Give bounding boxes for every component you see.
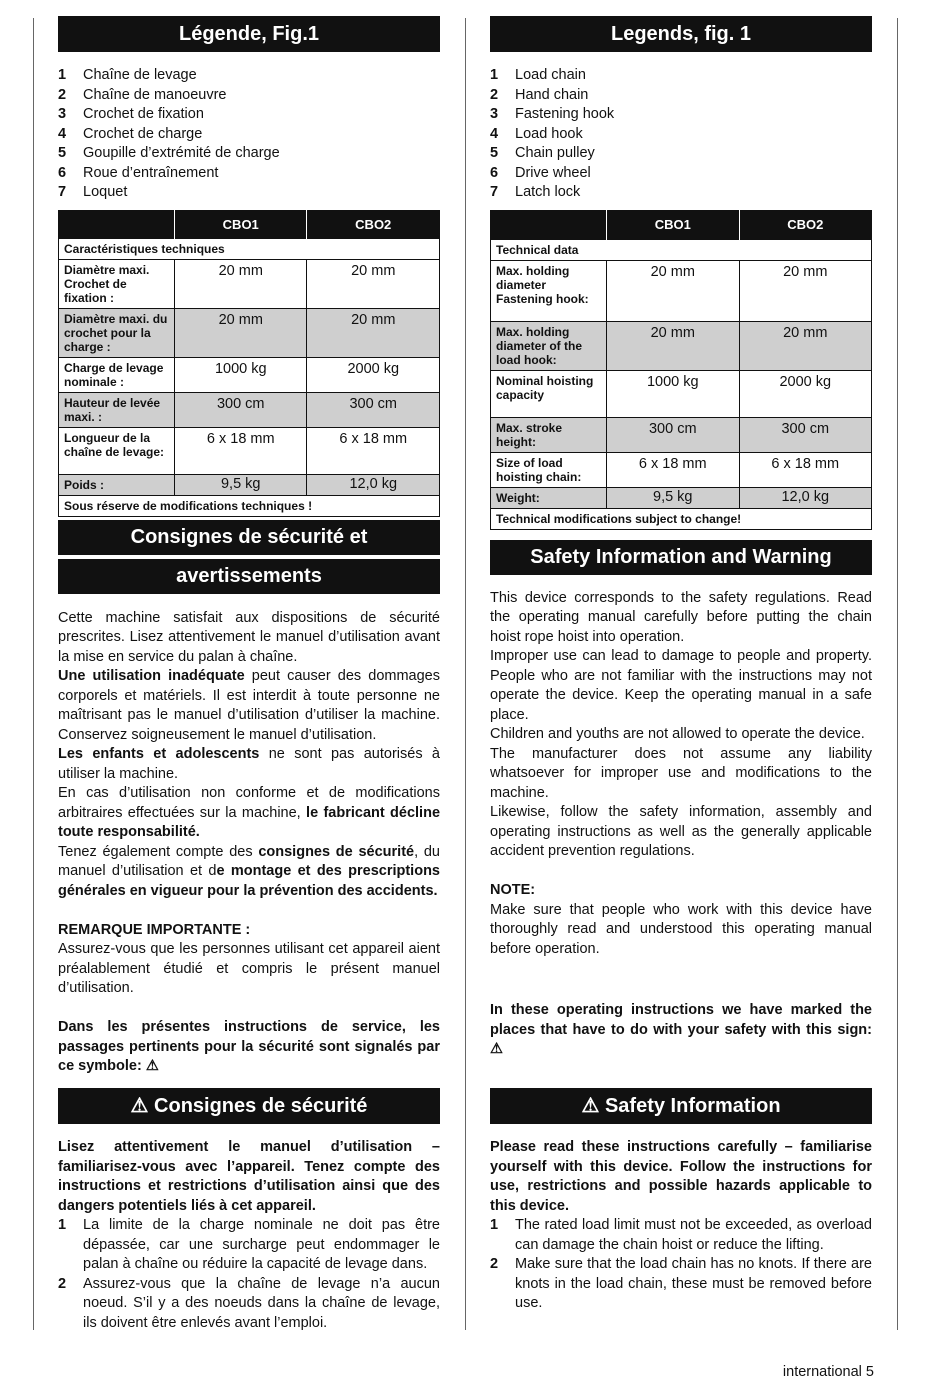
- french-column: [58, 16, 441, 1331]
- center-margin-rule: [465, 18, 466, 1330]
- column-header: CBO1: [607, 210, 740, 239]
- remark-heading: REMARQUE IMPORTANTE :: [58, 921, 251, 938]
- legend-item: 2 Chaîne de manoeuvre: [58, 86, 227, 103]
- table-footnote: Sous réserve de modifications techniques !: [59, 495, 440, 516]
- table-row: Size of load hoisting chain: 6 x 18 mm 6 x 18 mm: [491, 452, 872, 487]
- safety-heading-line2: avertissements: [58, 559, 440, 594]
- legend-item: 7 Latch lock: [490, 184, 581, 200]
- paragraph: Cette machine satisfait aux dispositions de sécurité prescrites. Lisez attentivement le manuel d’utilisation avant la mise en service du palan à chaîne.: [58, 609, 440, 665]
- paragraph: The manufacturer does not assume any liability whatsoever for improper use and modifications to the machine.: [490, 745, 872, 801]
- safety-section-heading: ⚠ Safety Information: [490, 1088, 872, 1124]
- paragraph: Make sure that people who work with this device have thoroughly read and understood this operating manual before operation.: [490, 901, 872, 957]
- legend-item: 1 Load chain: [490, 67, 586, 83]
- list-item: 2 Assurez-vous que la chaîne de levage n’a aucun noeud. S’il y a des noeuds dans la chaîne de levage, ils doivent être enlevés avant l’emploi.: [58, 1275, 440, 1331]
- table-footnote: Technical modifications subject to change!: [491, 508, 872, 529]
- page-footer: international 5: [782, 1364, 874, 1380]
- spec-table: [490, 210, 872, 530]
- table-section: Technical data: [491, 239, 872, 260]
- legend-item: 1 Chaîne de levage: [58, 67, 197, 83]
- safety-heading-line1: Consignes de sécurité et: [58, 520, 440, 555]
- legend-item: 4 Load hook: [490, 125, 583, 142]
- paragraph: Une utilisation inadéquate peut causer des dommages corporels et matériels. Il est interdit à toute personne ne maîtrisant pas le manuel d’utilisation d’utiliser la machine. Conservez soigneusement le manuel d’utilisation.: [58, 668, 440, 743]
- legend-heading: Légende, Fig.1: [58, 16, 440, 52]
- table-row: Nominal hoisting capacity 1000 kg 2000 kg: [491, 370, 872, 417]
- table-row: Max. holding diameter Fastening hook: 20 mm 20 mm: [491, 260, 872, 321]
- table-corner: [491, 210, 607, 239]
- legend-item: 3 Fastening hook: [490, 106, 615, 122]
- legend-item: 3 Crochet de fixation: [58, 106, 204, 122]
- spec-table: [58, 210, 440, 517]
- safety-instructions: [58, 1138, 440, 1333]
- column-header: CBO1: [175, 210, 307, 238]
- table-row: Charge de levage nominale : 1000 kg 2000 kg: [59, 357, 440, 392]
- paragraph: Tenez également compte des consignes de sécurité, du manuel d’utilisation et de montage et des prescriptions générales en vigueur pour la prévention des accidents.: [58, 843, 441, 899]
- paragraph: Improper use can lead to damage to people and property. People who are not familiar with the instructions may not operate the device. Keep the operating manual in a safe place.: [490, 648, 872, 723]
- paragraph: Likewise, follow the safety information, assembly and operating instructions as well as the generally applicable accident prevention regulations.: [490, 804, 872, 859]
- legend-item: 7 Loquet: [58, 184, 128, 200]
- english-column: [490, 16, 872, 1311]
- paragraph: En cas d’utilisation non conforme et de modifications arbitraires effectuées sur la machine, le fabricant décline toute responsabilité.: [58, 785, 441, 840]
- right-margin-rule: [897, 18, 898, 1330]
- legend-item: 5 Chain pulley: [490, 145, 595, 161]
- paragraph: Children and youths are not allowed to operate the device.: [490, 726, 865, 742]
- table-corner: [59, 210, 175, 238]
- safety-text: [58, 609, 440, 1077]
- intro-paragraph: Please read these instructions carefully – familiarise yourself with this device. Follow the instructions for use, restrictions and possible hazards applicable to this device.: [490, 1139, 872, 1214]
- table-row: Diamètre maxi. Crochet de fixation : 20 mm 20 mm: [59, 259, 440, 308]
- table-row: Diamètre maxi. du crochet pour la charge : 20 mm 20 mm: [59, 308, 440, 357]
- note-heading: NOTE:: [490, 882, 536, 898]
- list-item: 1 La limite de la charge nominale ne doit pas être dépassée, car une surcharge peut endommager le palan à chaîne ou réduire la capacité de levage dans.: [58, 1217, 440, 1272]
- safety-heading: Safety Information and Warning: [490, 540, 872, 575]
- safety-text: [490, 589, 872, 960]
- table-section: Caractéristiques techniques: [59, 238, 440, 259]
- legend-item: 5 Goupille d’extrémité de charge: [58, 145, 280, 161]
- list-item: 2 Make sure that the load chain has no knots. If there are knots in the load chain, these must be removed before use.: [490, 1256, 872, 1311]
- legend-heading: Legends, fig. 1: [490, 16, 872, 52]
- column-header: CBO2: [307, 210, 440, 238]
- legend-list: [58, 66, 440, 203]
- table-row: Longueur de la chaîne de levage: 6 x 18 mm 6 x 18 mm: [59, 427, 440, 474]
- table-row: Max. holding diameter of the load hook: 20 mm 20 mm: [491, 321, 872, 370]
- safety-section-heading: ⚠ Consignes de sécurité: [58, 1088, 440, 1124]
- safety-sign-note: Dans les présentes instructions de service, les passages pertinents pour la sécurité sont signalés par ce symbole: ⚠: [58, 1019, 440, 1074]
- paragraph: Les enfants et adolescents ne sont pas autorisés à utiliser la machine.: [58, 746, 440, 782]
- column-header: CBO2: [739, 210, 872, 239]
- list-item: 1 The rated load limit must not be exceeded, as overload can damage the chain hoist or reduce the lifting.: [490, 1217, 872, 1253]
- safety-sign-note: In these operating instructions we have marked the places that have to do with your safety with this sign: ⚠: [490, 1002, 872, 1057]
- table-row: Hauteur de levée maxi. : 300 cm 300 cm: [59, 392, 440, 427]
- intro-paragraph: Lisez attentivement le manuel d’utilisation – familiarisez-vous avec l’appareil. Tenez compte des instructions et restrictions d’utilisation ainsi que des dangers potentiels liés à cet appareil.: [58, 1139, 440, 1214]
- legend-item: 6 Drive wheel: [490, 164, 591, 181]
- left-margin-rule: [33, 18, 34, 1330]
- legend-item: 6 Roue d’entraînement: [58, 164, 219, 181]
- safety-instructions: [490, 1138, 872, 1314]
- paragraph: This device corresponds to the safety regulations. Read the operating manual carefully before putting the chain hoist rope hoist into operation.: [490, 589, 872, 645]
- table-row: Max. stroke height: 300 cm 300 cm: [491, 417, 872, 452]
- paragraph: Assurez-vous que les personnes utilisant cet appareil aient préalablement étudié et compris le présent manuel d’utilisation.: [58, 941, 440, 996]
- table-row: Poids : 9,5 kg 12,0 kg: [59, 474, 440, 495]
- legend-list: [490, 66, 872, 203]
- legend-item: 2 Hand chain: [490, 86, 589, 103]
- legend-item: 4 Crochet de charge: [58, 125, 203, 142]
- table-row: Weight: 9,5 kg 12,0 kg: [491, 487, 872, 508]
